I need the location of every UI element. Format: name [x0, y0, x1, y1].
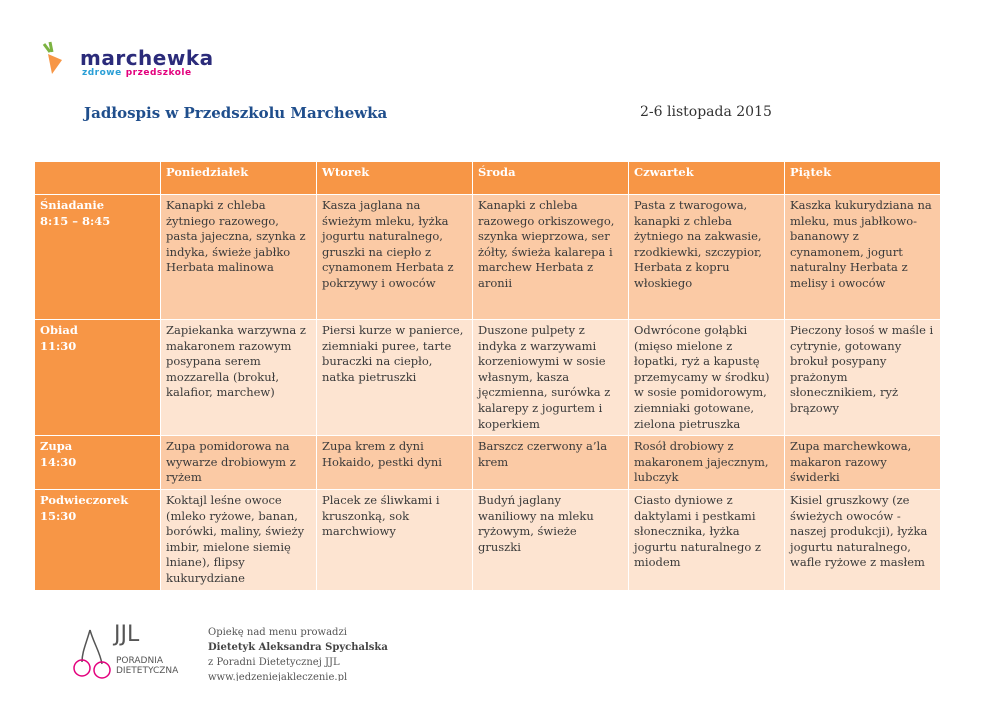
menu-cell: Budyń jaglany waniliowy na mleku ryżowym, świeże gruszki — [473, 489, 629, 590]
menu-cell: Ciasto dyniowe z daktylami i pestkami słonecznika, łyżka jogurtu naturalnego z miodem — [629, 489, 785, 590]
menu-cell: Zupa krem z dyni Hokaido, pestki dyni — [317, 436, 473, 490]
menu-cell: Kanapki z chleba razowego orkiszowego, szynka wieprzowa, ser żółty, świeża kalarepa i marchew Herbata z aronii — [473, 195, 629, 320]
table-header-row — [35, 162, 941, 195]
menu-cell: Pasta z twarogowa, kanapki z chleba żytniego na zakwasie, rzodkiewki, szczypior, Herbata z kopru włoskiego — [629, 195, 785, 320]
table-row — [35, 320, 941, 436]
date-range: 2-6 listopada 2015 — [640, 104, 772, 120]
brand-tagline — [82, 68, 192, 78]
marchewka-logo — [40, 40, 230, 86]
menu-cell: Odwrócone gołąbki (mięso mielone z łopatki, ryż a kapustę przemycamy w środku) w sosie pomidorowym, ziemniaki gotowane, zielona pietruszka — [629, 320, 785, 436]
menu-cell: Kaszka kukurydziana na mleku, mus jabłkowo-bananowy z cynamonem, jogurt naturalny Herbata z melisy i owoców — [785, 195, 941, 320]
brand-tagline-1: zdrowe — [82, 68, 122, 78]
day-header: Poniedziałek — [161, 162, 317, 195]
brand-name: marchewka — [80, 46, 214, 70]
day-header: Wtorek — [317, 162, 473, 195]
footer-website: www.jedzeniejakleczenie.pl — [208, 672, 348, 681]
meal-header — [35, 320, 161, 436]
day-header: Środa — [473, 162, 629, 195]
brand-tagline-2: przedszkole — [125, 68, 192, 78]
meal-name: Śniadanie — [40, 198, 105, 212]
menu-cell: Kisiel gruszkowy (ze świeżych owoców - naszej produkcji), łyżka jogurtu naturalnego, wafle ryżowe z masłem — [785, 489, 941, 590]
meal-time: 14:30 — [40, 454, 77, 469]
jjl-text: JJL — [114, 622, 140, 647]
menu-cell: Zupa pomidorowa na wywarze drobiowym z ryżem — [161, 436, 317, 490]
menu-cell: Piersi kurze w panierce, ziemniaki puree, tarte buraczki na ciepło, natka pietruszki — [317, 320, 473, 436]
meal-header — [35, 436, 161, 490]
jjl-logo — [72, 622, 192, 682]
menu-cell: Rosół drobiowy z makaronem jajecznym, lubczyk — [629, 436, 785, 490]
table-row — [35, 489, 941, 590]
day-header: Czwartek — [629, 162, 785, 195]
menu-cell: Koktajl leśne owoce (mleko ryżowe, banan, borówki, maliny, świeży imbir, mielone siemię lniane), flipsy kukurydziane — [161, 489, 317, 590]
menu-cell: Kasza jaglana na świeżym mleku, łyżka jogurtu naturalnego, gruszki na ciepło z cynamonem Herbata z pokrzywy i owoców — [317, 195, 473, 320]
meal-name: Zupa — [40, 439, 73, 454]
meal-time: 15:30 — [40, 508, 77, 523]
page-title: Jadłospis w Przedszkolu Marchewka — [84, 104, 388, 122]
menu-cell: Zupa marchewkowa, makaron razowy świderki — [785, 436, 941, 490]
meal-header — [35, 489, 161, 590]
meal-time: 11:30 — [40, 338, 77, 353]
day-header: Piątek — [785, 162, 941, 195]
footer-note — [208, 625, 468, 681]
meal-header — [35, 195, 161, 320]
meal-time: 8:15 – 8:45 — [40, 213, 111, 228]
meal-name: Podwieczorek — [40, 492, 129, 507]
table-row — [35, 436, 941, 490]
cherry-icon — [72, 622, 116, 682]
meal-name: Obiad — [40, 323, 78, 337]
dietitian-name: Dietetyk Aleksandra Spychalska — [208, 642, 388, 653]
menu-cell: Pieczony łosoś w maśle i cytrynie, gotowany brokuł posypany prażonym słonecznikiem, ryż brązowy — [785, 320, 941, 436]
menu-cell: Zapiekanka warzywna z makaronem razowym posypana serem mozzarella (brokuł, kalafior, marchew) — [161, 320, 317, 436]
footer-line: Opiekę nad menu prowadzi — [208, 627, 347, 638]
menu-cell: Barszcz czerwony a’la krem — [473, 436, 629, 490]
jjl-subtitle — [116, 656, 178, 676]
menu-cell: Kanapki z chleba żytniego razowego, pasta jajeczna, szynka z indyka, świeże jabłko Herbata malinowa — [161, 195, 317, 320]
jjl-subtitle-1: PORADNIA — [116, 656, 164, 666]
menu-cell: Placek ze śliwkami i kruszonką, sok marchwiowy — [317, 489, 473, 590]
menu-cell: Duszone pulpety z indyka z warzywami korzeniowymi w sosie własnym, kasza jęczmienna, surówka z kalarepy z jogurtem i koperkiem — [473, 320, 629, 436]
menu-table — [34, 161, 941, 591]
jjl-subtitle-2: DIETETYCZNA — [116, 666, 179, 676]
carrot-icon — [40, 40, 76, 80]
footer-line: z Poradni Dietetycznej JJL — [208, 657, 340, 668]
table-row — [35, 195, 941, 320]
corner-cell — [35, 162, 161, 195]
